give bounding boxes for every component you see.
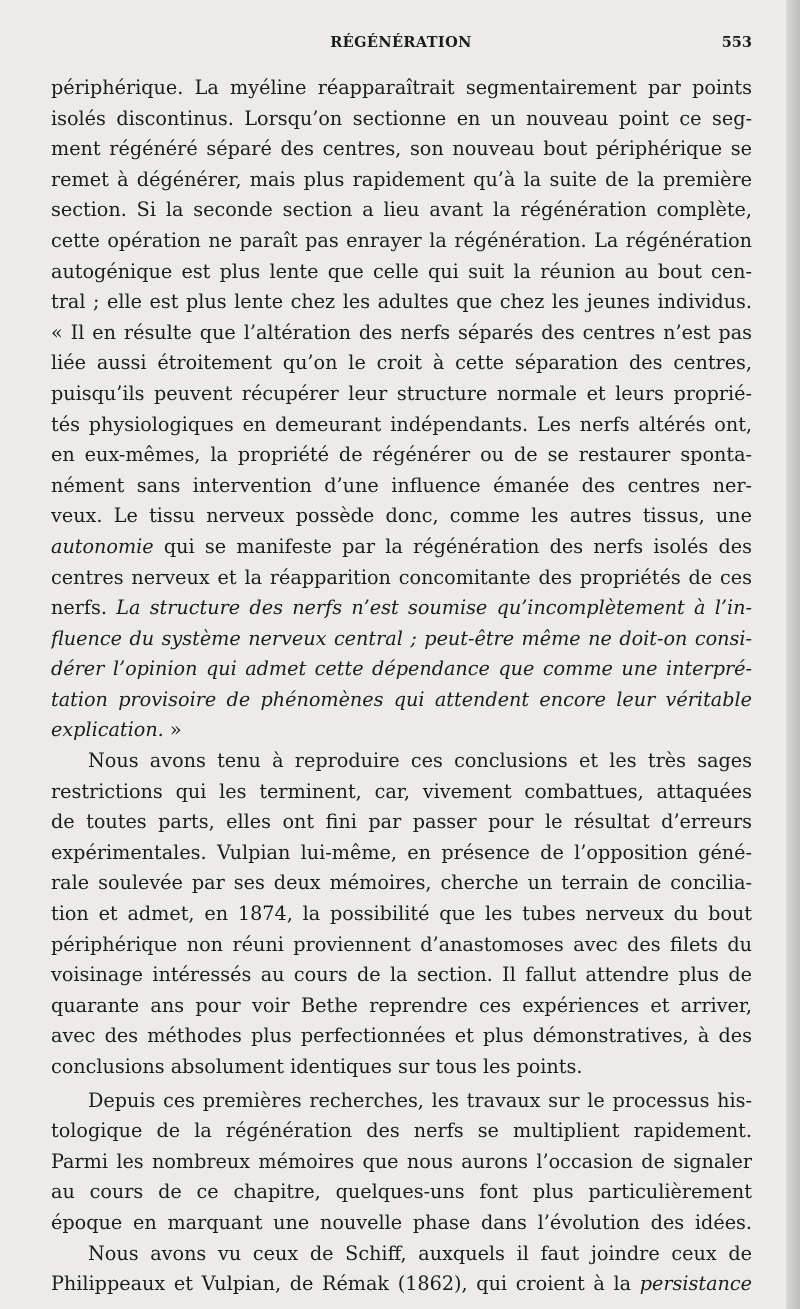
italic-text: tation provisoire de phénomènes qui attendent encore leur véritable [51,687,752,711]
text-line [51,715,752,746]
text-line [51,563,752,594]
text-line [51,226,752,257]
text-run: cette opération ne paraît pas enrayer la régénération. La régénération [51,228,752,252]
text-run: périphérique. La myéline réapparaîtrait segmentairement par points [51,76,752,99]
italic-text: fluence du système nerveux central ; peut-être même ne doit-on consi- [51,626,752,650]
text-line [51,471,752,502]
text-line [51,838,752,869]
text-line [51,991,752,1022]
text-line [51,807,752,838]
text-line [51,1177,752,1208]
italic-text: autonomie [51,534,154,558]
text-run: nerfs. [51,596,117,620]
text-line [51,1116,752,1147]
text-line [51,410,752,441]
text-line [51,777,752,808]
italic-text: dérer l’opinion qui admet cette dépendance que comme une interpré- [51,657,752,681]
text-line [51,1021,752,1052]
text-line [51,257,752,288]
page-header [50,34,752,56]
text-line [51,1147,752,1178]
text-run: de toutes parts, elles ont fini par passer pour le résultat d’erreurs [51,810,752,834]
text-line [51,1086,752,1117]
text-line [51,960,752,991]
text-line [51,624,752,655]
text-run: qui se manifeste par la régénération des nerfs isolés des [153,534,752,558]
text-run: Nous avons vu ceux de Schiff, auxquels il faut joindre ceux de [88,1241,752,1265]
text-line [51,746,752,777]
text-line [51,440,752,471]
text-line [51,532,752,563]
text-run: puisqu’ils peuvent récupérer leur structure normale et leurs proprié- [51,381,752,405]
text-line [51,654,752,685]
text-run: voisinage intéressés au cours de la section. Il fallut attendre plus de [51,963,752,987]
text-run: en eux-mêmes, la propriété de régénérer ou de se restaurer sponta- [51,443,752,467]
text-run: Nous avons tenu à reproduire ces conclusions et les très sages [88,749,752,773]
text-run: périphérique non réuni proviennent d’anastomoses avec des filets du [51,932,752,956]
text-run: rale soulevée par ses deux mémoires, cherche un terrain de concilia- [51,871,752,895]
text-line [51,1269,752,1300]
running-title: RÉGÉNÉRATION [330,34,472,51]
text-run: tion et admet, en 1874, la possibilité que les tubes nerveux du bout [51,902,752,926]
text-line [51,73,752,104]
text-line [51,899,752,930]
text-run: remet à dégénérer, mais plus rapidement qu’à la suite de la première [51,167,752,191]
text-run: conclusions absolument identiques sur tous les points. [51,1055,583,1078]
text-line [51,868,752,899]
text-line [51,165,752,196]
text-run: autogénique est plus lente que celle qui suit la réunion au bout cen- [51,259,752,283]
text-run: nément sans intervention d’une influence émanée des centres ner- [51,473,752,497]
text-run: » [163,718,182,742]
text-line [51,104,752,135]
text-run: avec des méthodes plus perfectionnées et plus démonstratives, à des [51,1024,752,1048]
text-line [51,195,752,226]
text-run: « Il en résulte que l’altération des nerfs séparés des centres n’est pas [51,320,752,344]
text-line [51,379,752,410]
text-run: tral ; elle est plus lente chez les adultes que chez les jeunes individus. [51,290,752,314]
text-line [51,134,752,165]
text-run: époque en marquant une nouvelle phase dans l’évolution des idées. [51,1210,752,1234]
italic-text: explication. [51,718,164,742]
text-line [51,348,752,379]
text-run: veux. Le tissu nerveux possède donc, comme les autres tissus, une [51,504,752,528]
text-run: isolés discontinus. Lorsqu’on sectionne en un nouveau point ce seg- [51,106,752,130]
italic-text: persistance [639,1272,752,1296]
text-line [51,287,752,318]
text-run: tés physiologiques en demeurant indépendants. Les nerfs altérés ont, [51,412,752,436]
text-run: ment régénéré séparé des centres, son nouveau bout périphérique se [51,137,752,161]
text-line [51,318,752,349]
text-run: au cours de ce chapitre, quelques-uns font plus particulièrement [51,1180,752,1204]
page-edge-shadow [786,0,800,1309]
text-line [51,1052,752,1083]
text-run: quarante ans pour voir Bethe reprendre ces expériences et arriver, [51,993,752,1017]
text-run: tologique de la régénération des nerfs se multiplient rapidement. [51,1119,752,1143]
text-run: liée aussi étroitement qu’on le croit à cette séparation des centres, [51,351,752,375]
text-line [51,1208,752,1239]
text-line [51,593,752,624]
text-line [51,685,752,716]
text-run: Philippeaux et Vulpian, de Rémak (1862), qui croient à la [51,1272,640,1296]
page-number: 553 [721,34,752,51]
italic-text: La structure des nerfs n’est soumise qu’incomplètement à l’in- [116,596,752,620]
text-run: restrictions qui les terminent, car, vivement combattues, attaquées [51,779,752,803]
text-run: Parmi les nombreux mémoires que nous aurons l’occasion de signaler [51,1149,752,1173]
text-run: centres nerveux et la réapparition concomitante des propriétés de ces [51,565,752,589]
text-line [51,1239,752,1270]
text-line [51,501,752,532]
text-line [51,930,752,961]
text-run: section. Si la seconde section a lieu avant la régénération complète, [51,198,752,222]
text-run: Depuis ces premières recherches, les travaux sur le processus his- [88,1088,752,1112]
text-run: expérimentales. Vulpian lui-même, en présence de l’opposition géné- [51,840,752,864]
body-text [51,73,752,1300]
